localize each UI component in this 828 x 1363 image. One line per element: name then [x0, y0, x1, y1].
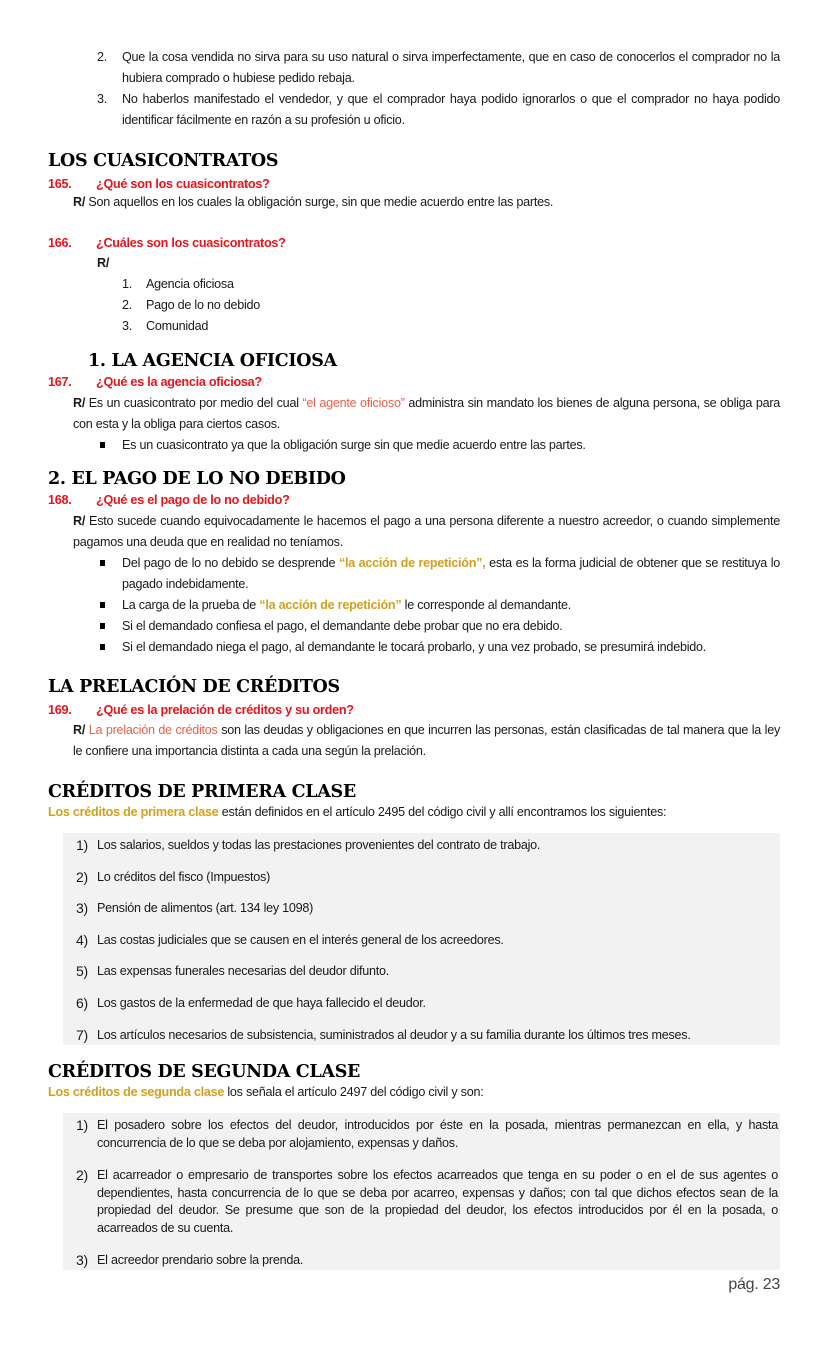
section-heading: CRÉDITOS DE PRIMERA CLASE [48, 782, 356, 802]
answer-text: administra sin mandato los bienes de alguna persona, se obliga para con esta y la obliga para ciertos casos. [73, 396, 781, 431]
segunda-clase-list [63, 1113, 780, 1270]
list-item [97, 89, 780, 131]
item-text: Los gastos de la enfermedad de que haya fallecido el deudor. [97, 996, 426, 1010]
answer [73, 192, 553, 213]
question-number: 165. [48, 177, 72, 191]
intro-text: los señala el artículo 2497 del código civil y son: [227, 1085, 484, 1099]
question-text: ¿Qué es la prelación de créditos y su orden? [96, 703, 354, 717]
bullet-item [122, 435, 586, 456]
bullet-item [122, 553, 780, 595]
item-text: El acarreador o empresario de transportes sobre los efectos acarreados que tenga en su poder o en el de sus agentes o dependientes, hasta concurrencia de lo que se deba por acarreo, expensas y daños; con tal que dichos efectos sean de la propiedad del deudor. Se presume que son de la propiedad del deudor, los efectos introducidos por él en la posada, o acarreados de su cuenta. [97, 1168, 778, 1235]
intro-text: están definidos en el artículo 2495 del código civil y allí encontramos los siguientes: [221, 805, 667, 819]
section-heading: 2. EL PAGO DE LO NO DEBIDO [48, 469, 346, 489]
answer [73, 720, 780, 762]
answer-label: R/ [73, 514, 86, 528]
question-165 [48, 174, 270, 194]
highlight-term: La prelación de créditos [88, 723, 218, 737]
list-item [76, 835, 541, 856]
answer-label: R/ [97, 256, 110, 270]
bullet-item [122, 616, 563, 637]
question-number: 169. [48, 703, 72, 717]
item-number: 3. [97, 92, 108, 106]
item-text: Los artículos necesarios de subsistencia, suministrados al deudor y a su familia durante los últimos tres meses. [97, 1027, 691, 1042]
item-text: La carga de la prueba de [122, 598, 257, 612]
list-item [97, 47, 780, 89]
item-text: Comunidad [146, 319, 209, 333]
item-number: 2. [122, 298, 133, 312]
item-text: Que la cosa vendida no sirva para su uso natural o sirva imperfectamente, que en caso de conocerlos el comprador no la hubiera comprado o hubiese pedido rebaja. [122, 50, 780, 85]
item-number: 5) [76, 963, 88, 980]
bullet-icon [100, 560, 105, 566]
item-number: 1) [76, 837, 88, 853]
item-text: Pago de lo no debido [146, 298, 261, 312]
question-text: ¿Qué es el pago de lo no debido? [96, 493, 290, 507]
item-text: Si el demandado niega el pago, al demandante le tocará probarlo, y una vez probado, se presumirá indebido. [122, 640, 707, 654]
highlight-term: “la acción de repetición”, [338, 556, 486, 570]
answer-label: R/ [73, 195, 86, 209]
answer [73, 511, 780, 553]
list-item [76, 898, 314, 919]
section-intro [48, 1082, 483, 1103]
item-number: 2) [76, 1167, 88, 1183]
item-number: 4) [76, 931, 88, 948]
question-number: 167. [48, 375, 72, 389]
answer-label: R/ [73, 723, 86, 737]
list-item [76, 961, 390, 982]
answer [73, 393, 780, 435]
item-number: 2) [76, 868, 88, 885]
question-number: 168. [48, 493, 72, 507]
bullet-item [122, 595, 571, 616]
page-number: pág. 23 [728, 1276, 780, 1293]
question-168 [48, 490, 290, 510]
item-text: Las expensas funerales necesarias del deudor difunto. [97, 964, 390, 979]
list-item [122, 295, 261, 316]
question-text: ¿Qué son los cuasicontratos? [96, 177, 270, 191]
answer-text: son las deudas y obligaciones en que incurren las personas, están clasificadas de tal manera que la ley le confiere una importancia distinta a cada una según la prelación. [73, 723, 781, 758]
highlight-term: Los créditos de primera clase [48, 805, 219, 819]
section-heading: CRÉDITOS DE SEGUNDA CLASE [48, 1062, 361, 1082]
item-number: 2. [97, 50, 108, 64]
section-heading: LOS CUASICONTRATOS [48, 151, 279, 171]
question-169 [48, 700, 354, 720]
question-167 [48, 372, 262, 392]
section-heading: 1. LA AGENCIA OFICIOSA [88, 351, 337, 371]
item-number: 3. [122, 319, 133, 333]
item-number: 6) [76, 995, 88, 1011]
item-number: 1) [76, 1117, 88, 1133]
bullet-icon [100, 602, 105, 608]
list-item [76, 930, 504, 951]
item-text: Es un cuasicontrato ya que la obligación surge sin que medie acuerdo entre las partes. [122, 438, 586, 452]
item-number: 7) [76, 1026, 88, 1043]
list-item [76, 1252, 304, 1270]
list-item [122, 316, 209, 337]
item-number: 3) [76, 900, 88, 917]
item-text: No haberlos manifestado el vendedor, y que el comprador haya podido ignorarlos o que el comprador no haya podido identificar fácilmente en razón a su profesión u oficio. [122, 92, 780, 127]
answer-text: Son aquellos en los cuales la obligación surge, sin que medie acuerdo entre las partes. [88, 195, 554, 209]
item-text: Si el demandado confiesa el pago, el demandante debe probar que no era debido. [122, 619, 563, 633]
bullet-item [122, 637, 706, 658]
section-intro [48, 802, 666, 823]
section-heading: LA PRELACIÓN DE CRÉDITOS [48, 677, 340, 697]
list-item [76, 1167, 778, 1237]
list-item [122, 274, 234, 295]
question-166 [48, 233, 286, 253]
item-number: 1. [122, 277, 133, 291]
list-item [76, 1117, 778, 1152]
item-text: Los salarios, sueldos y todas las prestaciones provenientes del contrato de trabajo. [97, 838, 541, 852]
answer-label: R/ [73, 396, 86, 410]
answer-text: Es un cuasicontrato por medio del cual [88, 396, 299, 410]
list-item [76, 1025, 691, 1046]
item-text: esta es la forma judicial de obtener que se restituya lo pagado indebidamente. [122, 556, 780, 591]
item-text: Agencia oficiosa [146, 277, 234, 291]
item-text: Lo créditos del fisco (Impuestos) [97, 869, 271, 884]
item-number: 3) [76, 1252, 88, 1268]
bullet-icon [100, 623, 105, 629]
item-text: Del pago de lo no debido se desprende [122, 556, 336, 570]
list-item [76, 867, 271, 888]
primera-clase-list [63, 833, 780, 1045]
question-number: 166. [48, 236, 72, 250]
list-item [76, 993, 426, 1014]
highlight-term: “el agente oficioso” [302, 396, 405, 410]
item-text: Pensión de alimentos (art. 134 ley 1098) [97, 901, 314, 916]
bullet-icon [100, 644, 105, 650]
highlight-term: Los créditos de segunda clase [48, 1085, 225, 1099]
item-text: Las costas judiciales que se causen en el interés general de los acreedores. [97, 932, 504, 947]
item-text: El acreedor prendario sobre la prenda. [97, 1253, 304, 1267]
bullet-icon [100, 442, 105, 448]
highlight-term: “la acción de repetición” [259, 598, 402, 612]
item-text: El posadero sobre los efectos del deudor, introducidos por éste en la posada, mientras permanezcan en ella, y hasta concurrencia de lo que se deba por alojamiento, expensas y daños. [97, 1118, 778, 1150]
item-text: le corresponde al demandante. [404, 598, 572, 612]
answer-text: Esto sucede cuando equivocadamente le hacemos el pago a una persona diferente a nuestro acreedor, o cuando simplemente pagamos una deuda que en realidad no teníamos. [73, 514, 780, 549]
question-text: ¿Cuáles son los cuasicontratos? [96, 236, 286, 250]
question-text: ¿Qué es la agencia oficiosa? [96, 375, 262, 389]
